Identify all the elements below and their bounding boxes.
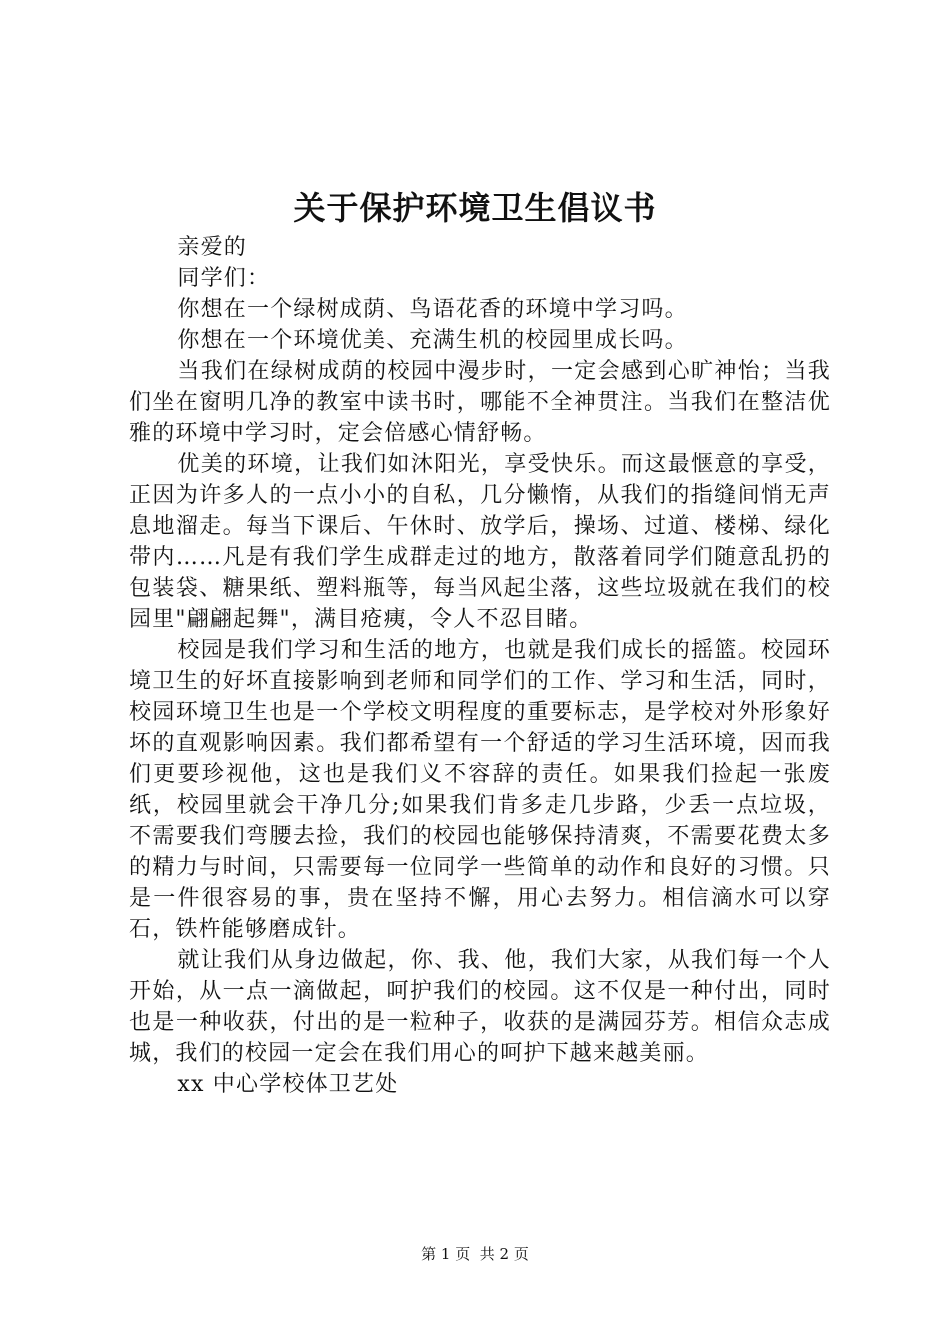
paragraph-call-to-action: 就让我们从身边做起，你、我、他，我们大家，从我们每一个人开始，从一点一滴做起，呵护我们的校园。这不仅是一种付出，同时也是一种收获，付出的是一粒种子，收获的是满园芬芳。相信众志成城，我们的校园一定会在我们用心的呵护下越来越美丽。 bbox=[129, 948, 831, 1066]
signature-line: xx 中心学校体卫艺处 bbox=[177, 1072, 399, 1097]
paragraph-question-1: 你想在一个绿树成荫、鸟语花香的环境中学习吗。 bbox=[177, 297, 688, 322]
salutation-line-2: 同学们： bbox=[177, 266, 271, 291]
page-footer bbox=[0, 1244, 950, 1264]
paragraph-campus-walk: 当我们在绿树成荫的校园中漫步时，一定会感到心旷神怡；当我们坐在窗明几净的教室中读书时，哪能不全神贯注。当我们在整洁优雅的环境中学习时，定会倍感心情舒畅。 bbox=[129, 359, 831, 446]
document-body bbox=[129, 232, 831, 1100]
paragraph-question-2: 你想在一个环境优美、充满生机的校园里成长吗。 bbox=[177, 328, 688, 353]
salutation-line-1: 亲爱的 bbox=[177, 235, 247, 260]
paragraph-campus-cradle: 校园是我们学习和生活的地方，也就是我们成长的摇篮。校园环境卫生的好坏直接影响到老师和同学们的工作、学习和生活，同时，校园环境卫生也是一个学校文明程度的重要标志，是学校对外形象好坏的直观影响因素。我们都希望有一个舒适的学习生活环境，因而我们更要珍视他，这也是我们义不容辞的责任。如果我们捡起一张废纸，校园里就会干净几分;如果我们肯多走几步路，少丢一点垃圾，不需要我们弯腰去捡，我们的校园也能够保持清爽，不需要花费太多的精力与时间，只需要每一位同学一些简单的动作和良好的习惯。只是一件很容易的事，贵在坚持不懈，用心去努力。相信滴水可以穿石，铁杵能够磨成针。 bbox=[129, 638, 831, 942]
paragraph-environment: 优美的环境，让我们如沐阳光，享受快乐。而这最惬意的享受，正因为许多人的一点小小的自私，几分懒惰，从我们的指缝间悄无声息地溜走。每当下课后、午休时、放学后，操场、过道、楼梯、绿化带内……凡是有我们学生成群走过的地方，散落着同学们随意乱扔的包装袋、糖果纸、塑料瓶等，每当风起尘落，这些垃圾就在我们的校园里"翩翩起舞"，满目疮痍，令人不忍目睹。 bbox=[129, 452, 831, 632]
document-title: 关于保护环境卫生倡议书 bbox=[293, 189, 657, 227]
page-number: 第 1 页 共 2 页 bbox=[421, 1245, 529, 1263]
